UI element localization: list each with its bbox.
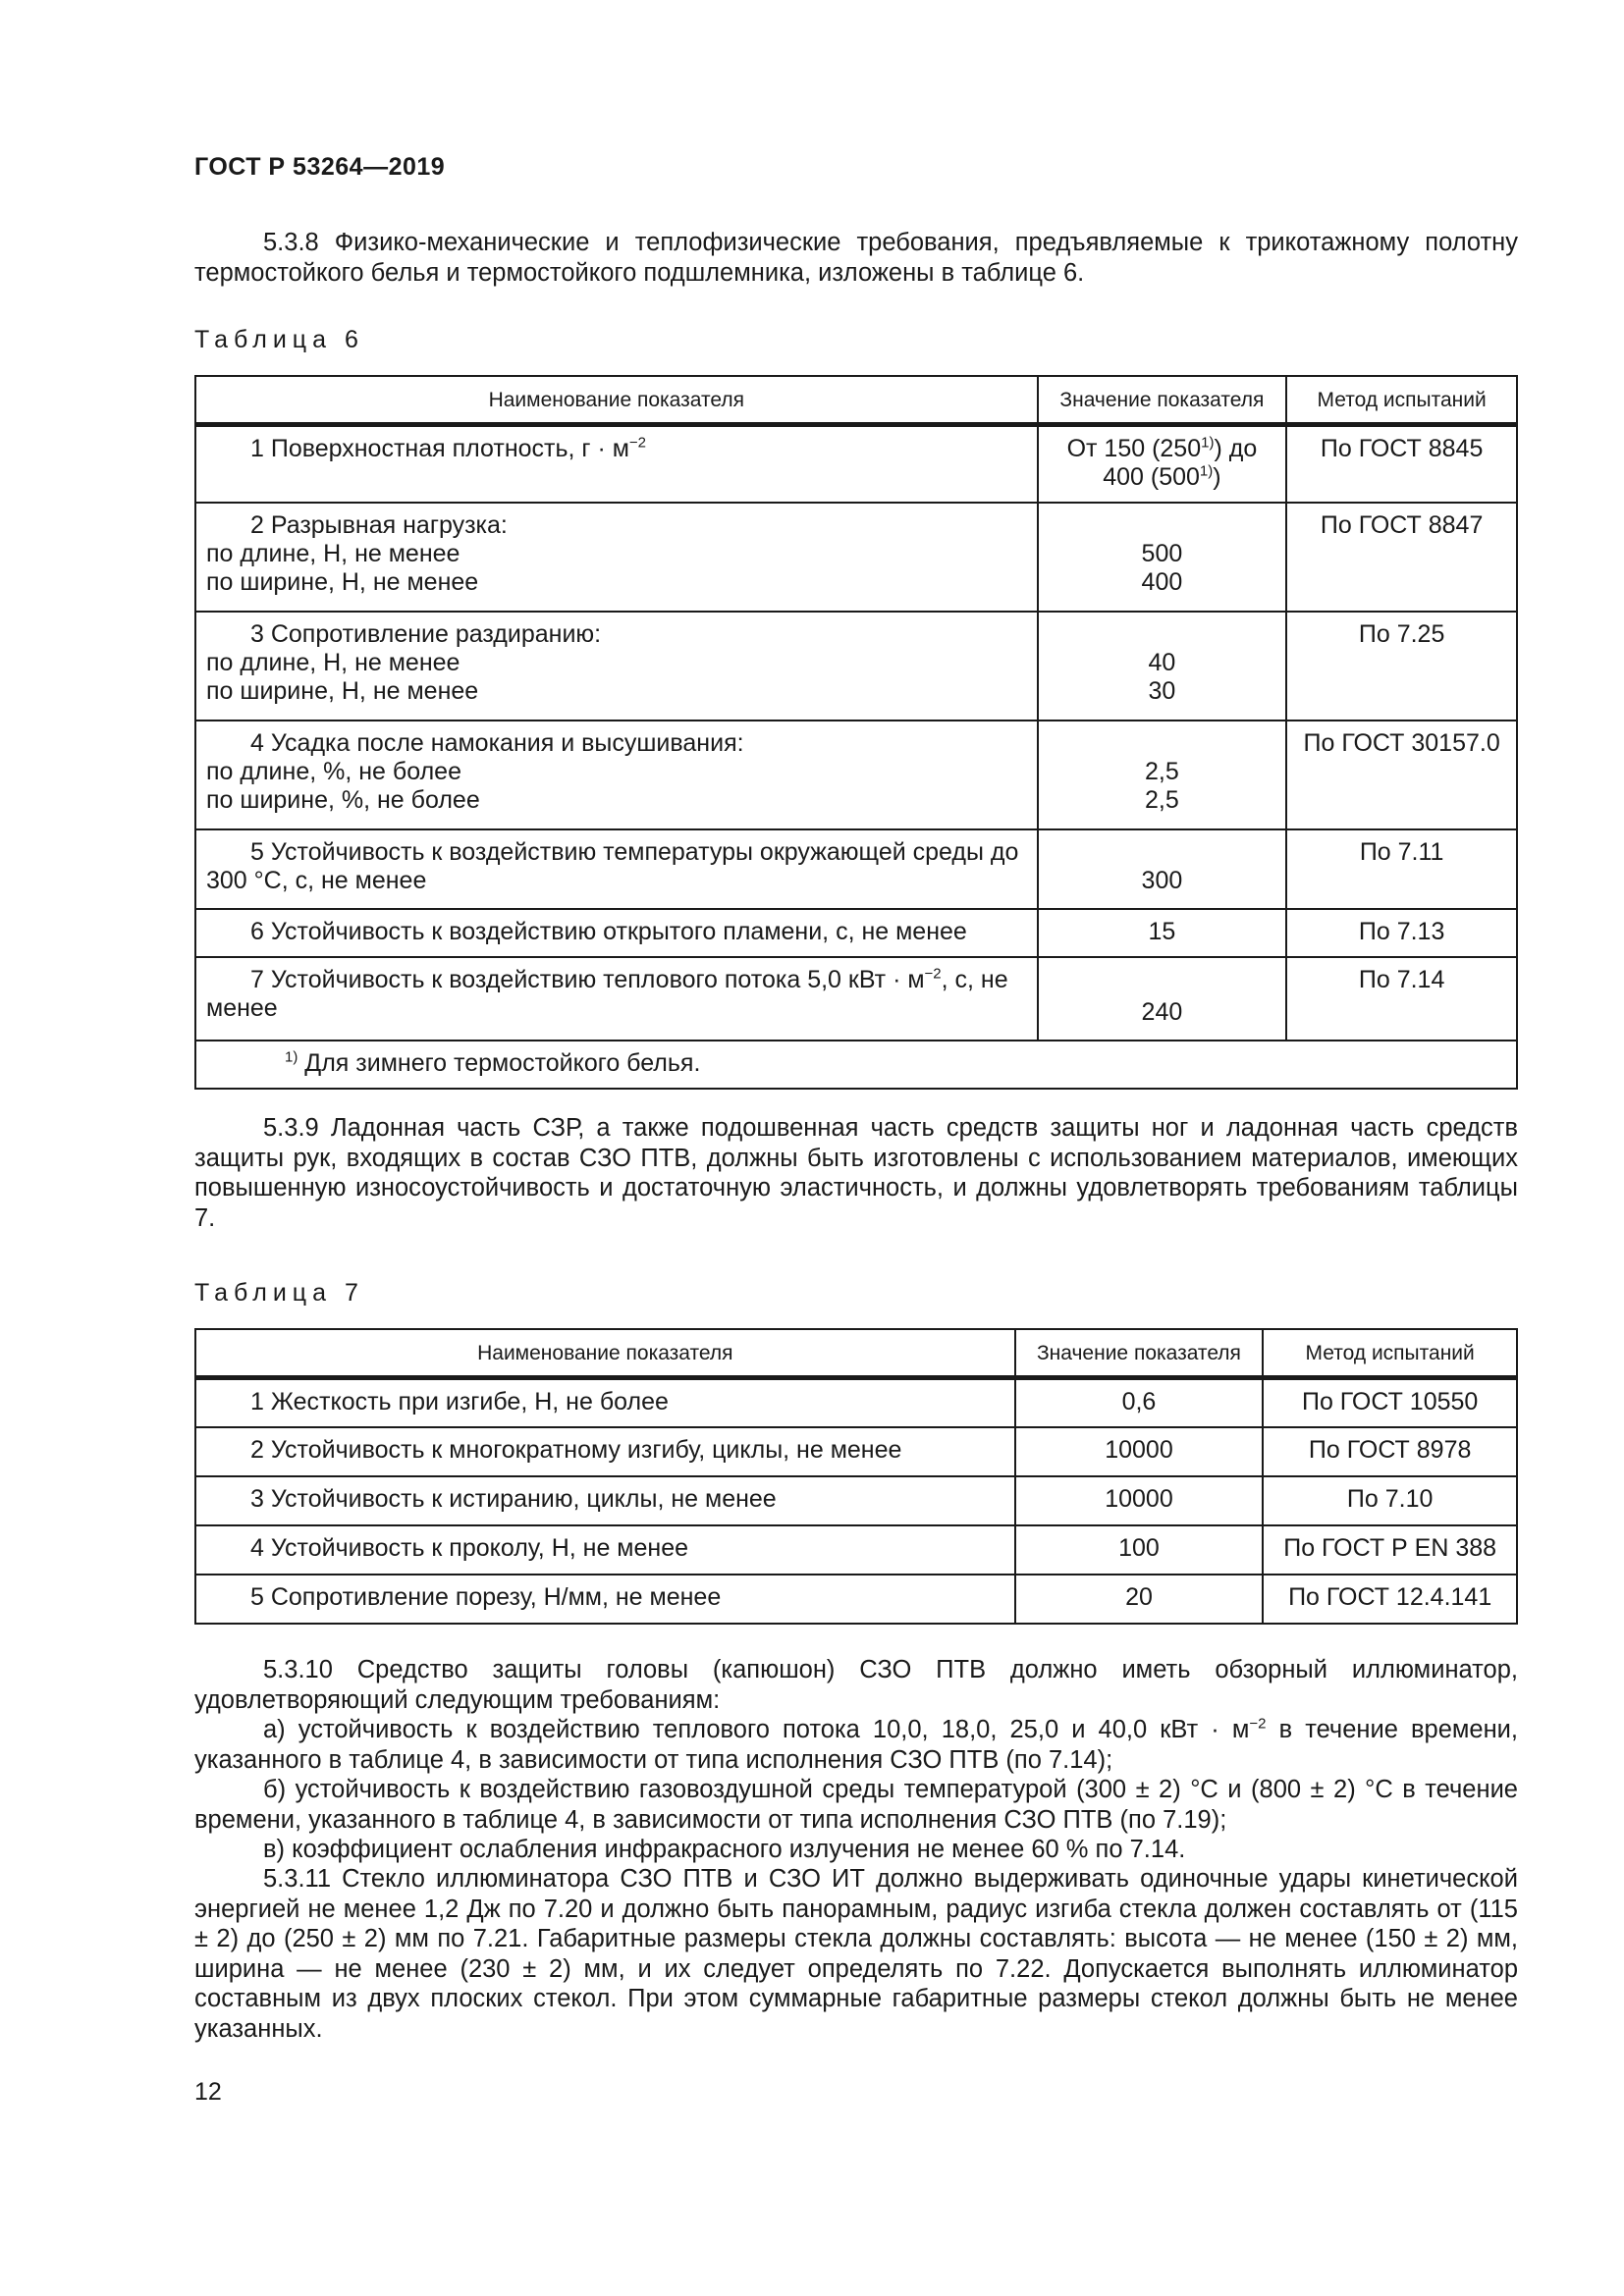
row-name: 1 Поверхностная плотность, $г \cdot м^{-2}$ <box>195 425 1038 503</box>
col-name-header: Наименование показателя <box>195 1329 1015 1378</box>
page-number: 12 <box>194 2078 222 2106</box>
col-value-header: Значение показателя <box>1038 376 1287 425</box>
list-item-b: б) устойчивость к воздействию газовоздушной среды температурой (300 ± 2) °С и (800 ± 2) °С в течение времени, указанного в таблице 4, в зависимости от типа исполнения СЗО ПТВ (по 7.19); <box>194 1776 1518 1834</box>
table-7-header-row <box>195 1329 1517 1378</box>
table-footnote-row <box>195 1041 1517 1089</box>
table-row <box>195 957 1517 1041</box>
document-header: ГОСТ Р 53264—2019 <box>194 153 446 181</box>
row-value: 10000 <box>1015 1476 1264 1525</box>
list-item-a: а) устойчивость к воздействию теплового потока 10,0, 18,0, 25,0 и 40,0 кВт · $м^{-2}$ в течение времени, указанного в таблице 4, в зависимости от типа исполнения СЗО ПТВ (по 7.14); <box>194 1715 1519 1774</box>
paragraph-5-3-8: 5.3.8 Физико-механические и теплофизические требования, предъявляемые к трикотажному полотну термостойкого белья и термостойкого подшлемника, изложены в таблице 6. <box>194 229 1518 287</box>
row-method: По 7.14 <box>1286 957 1517 1041</box>
row-value: От 150 (250$^{1)}$) до 400 (500$^{1)}$) <box>1038 425 1287 503</box>
table-row <box>195 1378 1517 1427</box>
table-6-header-row <box>195 376 1517 425</box>
row-method: По ГОСТ 8847 <box>1286 503 1517 612</box>
table-row <box>195 721 1517 829</box>
table-6-caption: Таблица 6 <box>194 326 364 353</box>
table-row <box>195 909 1517 957</box>
row-method: По 7.11 <box>1286 829 1517 909</box>
row-method: По ГОСТ 8845 <box>1286 425 1517 503</box>
table-7-caption: Таблица 7 <box>194 1279 364 1307</box>
table-row <box>195 425 1517 503</box>
row-name: 2 Устойчивость к многократному изгибу, циклы, не менее <box>195 1427 1015 1476</box>
row-name: 3 Устойчивость к истиранию, циклы, не менее <box>195 1476 1015 1525</box>
list-item-c: в) коэффициент ослабления инфракрасного излучения не менее 60 % по 7.14. <box>263 1836 1186 1863</box>
row-name: 2 Разрывная нагрузка: по длине, Н, не менее по ширине, Н, не менее <box>195 503 1038 612</box>
table-7 <box>194 1328 1518 1625</box>
paragraph-5-3-11: 5.3.11 Стекло иллюминатора СЗО ПТВ и СЗО ИТ должно выдерживать одиночные удары кинетической энергией не менее 1,2 Дж по 7.20 и должно быть панорамным, радиус изгиба стекла должен составлять от (115 ± 2) до (250 ± 2) мм по 7.21. Габаритные размеры стекла должны составлять: высота — не менее (150 ± 2) мм, ширина — не менее (230 ± 2) мм, и их следует определять по 7.22. Допускается выполнять иллюминатор составным из двух плоских стекол. При этом суммарные габаритные размеры стекол должны быть не менее указанных. <box>194 1865 1518 2043</box>
row-method: По 7.10 <box>1263 1476 1517 1525</box>
row-method: По ГОСТ 30157.0 <box>1286 721 1517 829</box>
row-name: 5 Устойчивость к воздействию температуры окружающей среды до 300 °С, с, не менее <box>195 829 1038 909</box>
row-value: 0,6 <box>1015 1378 1264 1427</box>
table-row <box>195 1476 1517 1525</box>
row-method: По 7.13 <box>1286 909 1517 957</box>
table-row <box>195 1427 1517 1476</box>
row-name: 4 Устойчивость к проколу, Н, не менее <box>195 1525 1015 1575</box>
row-name: 4 Усадка после намокания и высушивания: по длине, %, не более по ширине, %, не более <box>195 721 1038 829</box>
paragraph-5-3-10: 5.3.10 Средство защиты головы (капюшон) СЗО ПТВ должно иметь обзорный иллюминатор, удовлетворяющий следующим требованиям: <box>194 1656 1518 1714</box>
col-method-header: Метод испытаний <box>1263 1329 1517 1378</box>
row-value: 240 <box>1038 957 1287 1041</box>
row-value: 300 <box>1038 829 1287 909</box>
row-value: 15 <box>1038 909 1287 957</box>
row-name: 1 Жесткость при изгибе, Н, не более <box>195 1378 1015 1427</box>
table-row <box>195 1525 1517 1575</box>
row-value: 500 400 <box>1038 503 1287 612</box>
table-row <box>195 503 1517 612</box>
row-name: 7 Устойчивость к воздействию теплового потока 5,0 кВт · $м^{-2}$, с, не менее <box>195 957 1038 1041</box>
row-method: По ГОСТ 10550 <box>1263 1378 1517 1427</box>
paragraph-5-3-9: 5.3.9 Ладонная часть СЗР, а также подошвенная часть средств защиты ног и ладонная часть средств защиты рук, входящих в состав СЗО ПТВ, должны быть изготовлены с использованием материалов, имеющих повышенную износоустойчивость и достаточную эластичность, и должны удовлетворять требованиям таблицы 7. <box>194 1114 1518 1232</box>
row-method: По ГОСТ Р EN 388 <box>1263 1525 1517 1575</box>
row-name: 6 Устойчивость к воздействию открытого пламени, с, не менее <box>195 909 1038 957</box>
col-method-header: Метод испытаний <box>1286 376 1517 425</box>
col-value-header: Значение показателя <box>1015 1329 1264 1378</box>
table-6 <box>194 375 1518 1090</box>
row-method: По ГОСТ 8978 <box>1263 1427 1517 1476</box>
table-row <box>195 612 1517 721</box>
col-name-header: Наименование показателя <box>195 376 1038 425</box>
row-value: 40 30 <box>1038 612 1287 721</box>
row-name: 3 Сопротивление раздиранию: по длине, Н, не менее по ширине, Н, не менее <box>195 612 1038 721</box>
row-method: По ГОСТ 12.4.141 <box>1263 1575 1517 1624</box>
row-value: 20 <box>1015 1575 1264 1624</box>
table-footnote: $^{1)}$ Для зимнего термостойкого белья. <box>195 1041 1517 1089</box>
row-method: По 7.25 <box>1286 612 1517 721</box>
row-value: 2,5 2,5 <box>1038 721 1287 829</box>
table-row <box>195 829 1517 909</box>
row-value: 10000 <box>1015 1427 1264 1476</box>
row-name: 5 Сопротивление порезу, Н/мм, не менее <box>195 1575 1015 1624</box>
table-row <box>195 1575 1517 1624</box>
row-value: 100 <box>1015 1525 1264 1575</box>
